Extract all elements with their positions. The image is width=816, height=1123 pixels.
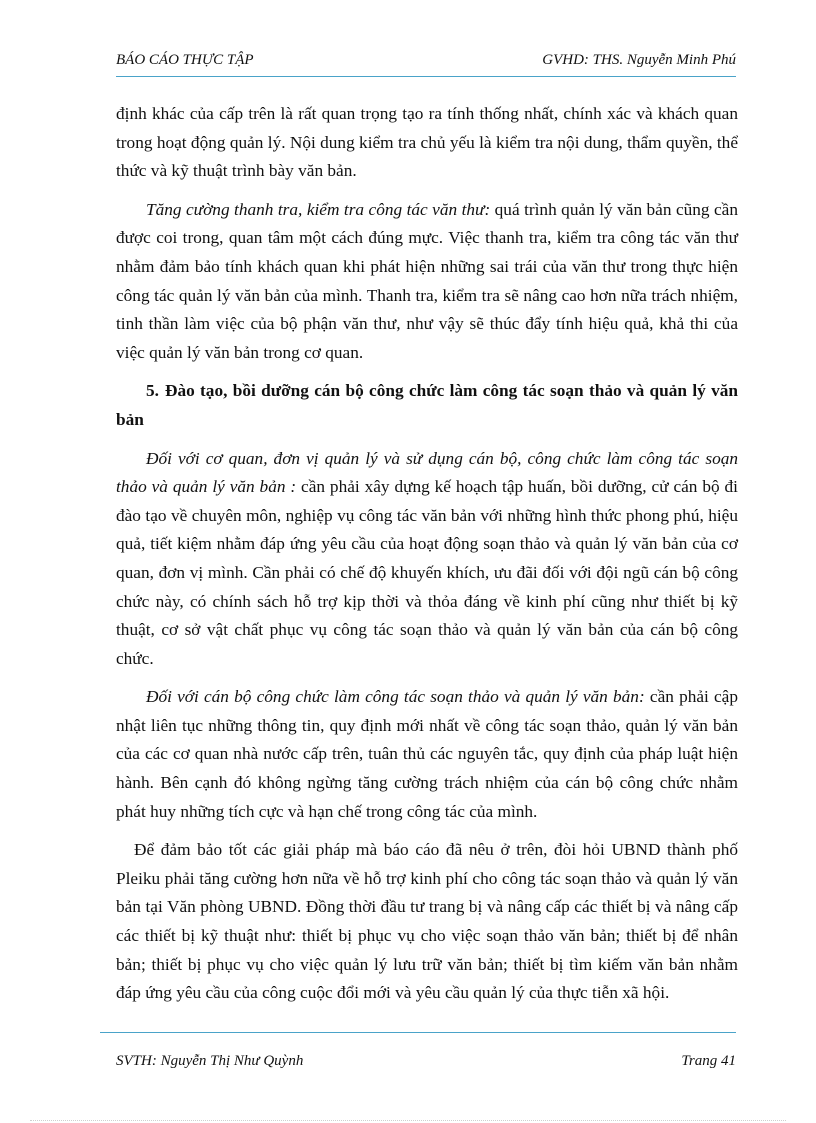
footer-student: SVTH: Nguyễn Thị Như Quỳnh: [116, 1053, 304, 1069]
paragraph-lead: Tăng cường thanh tra, kiểm tra công tác văn thư:: [146, 199, 491, 219]
paragraph-inspection: [116, 196, 738, 368]
paragraph-text: cần phải cập nhật liên tục những thông tin, quy định mới nhất về công tác soạn thảo, quản lý văn bản của các cơ quan nhà nước cấp trên, tuân thủ các nguyên tắc, quy định của pháp luật hiện hành. Bên cạnh đó không ngừng tăng cường trách nhiệm của cán bộ công chức nhằm phát huy những tích cực và hạn chế trong công tác của mình.: [116, 687, 738, 821]
section-title: Đào tạo, bồi dưỡng cán bộ công chức làm công tác soạn thảo và quản lý văn bản: [116, 381, 738, 429]
page-header: [116, 50, 736, 77]
page-footer: [100, 1032, 736, 1073]
section-heading: [116, 377, 738, 434]
header-supervisor: GVHD: THS. Nguyễn Minh Phú: [542, 52, 736, 68]
paragraph-lead: Đối với cán bộ công chức làm công tác soạn thảo và quản lý văn bản:: [146, 687, 645, 707]
paragraph-agencies: [116, 445, 738, 674]
header-report-title: BÁO CÁO THỰC TẬP: [116, 52, 254, 68]
paragraph-text: quá trình quản lý văn bản cũng cần được coi trong, quan tâm một cách đúng mực. Việc thanh tra, kiểm tra công tác văn thư nhằm đảm bảo tính khách quan khi phát hiện những sai trái của văn thư trong thực hiện công tác quản lý văn bản của mình. Thanh tra, kiểm tra sẽ nâng cao hơn nữa trách nhiệm, tinh thần làm việc của bộ phận văn thư, như vậy sẽ thúc đẩy tính hiệu quả, khả thi của việc quản lý văn bản trong cơ quan.: [116, 199, 738, 362]
paragraph-lead: Đối với cơ quan, đơn vị quản lý và sử dụng cán bộ, công chức làm công tác soạn thảo và quản lý văn bản :: [116, 448, 738, 497]
section-number: 5.: [146, 381, 159, 401]
page-number: Trang 41: [681, 1053, 736, 1069]
document-body: [116, 100, 738, 1018]
paragraph-conclusion: Để đảm bảo tốt các giải pháp mà báo cáo đã nêu ở trên, đòi hỏi UBND thành phố Pleiku phải tăng cường hơn nữa về hỗ trợ kinh phí cho công tác soạn thảo và quản lý văn bản tại Văn phòng UBND. Đồng thời đầu tư trang bị và nâng cấp các thiết bị và nâng cấp các thiết bị kỹ thuật như: thiết bị phục vụ cho việc soạn thảo văn bản; thiết bị để nhân bản; thiết bị phục vụ cho việc quản lý lưu trữ văn bản; thiết bị tìm kiếm văn bản nhằm đáp ứng yêu cầu của công cuộc đổi mới và yêu cầu quản lý của thực tiễn xã hội.: [116, 840, 738, 1003]
paragraph-officials: [116, 683, 738, 826]
paragraph-continuation: định khác của cấp trên là rất quan trọng tạo ra tính thống nhất, chính xác và khách quan trong hoạt động quản lý. Nội dung kiểm tra chủ yếu là kiểm tra nội dung, thẩm quyền, thể thức và kỹ thuật trình bày văn bản.: [116, 104, 738, 181]
page-edge-divider: [30, 1120, 786, 1121]
paragraph-text: cần phải xây dựng kế hoạch tập huấn, bồi dưỡng, cử cán bộ đi đào tạo về chuyên môn, nghiệp vụ công tác văn bản với những hình thức phong phú, hiệu quả, tiết kiệm nhằm đáp ứng yêu cầu của hoạt động soạn thảo và quản lý văn bản của cơ quan, đơn vị mình. Cần phải có chế độ khuyến khích, ưu đãi đối với đội ngũ cán bộ công chức này, có chính sách hỗ trợ kịp thời và thỏa đáng về kinh phí cũng như thiết bị kỹ thuật, cơ sở vật chất phục vụ công tác soạn thảo và quản lý văn bản của cán bộ công chức.: [116, 477, 738, 668]
